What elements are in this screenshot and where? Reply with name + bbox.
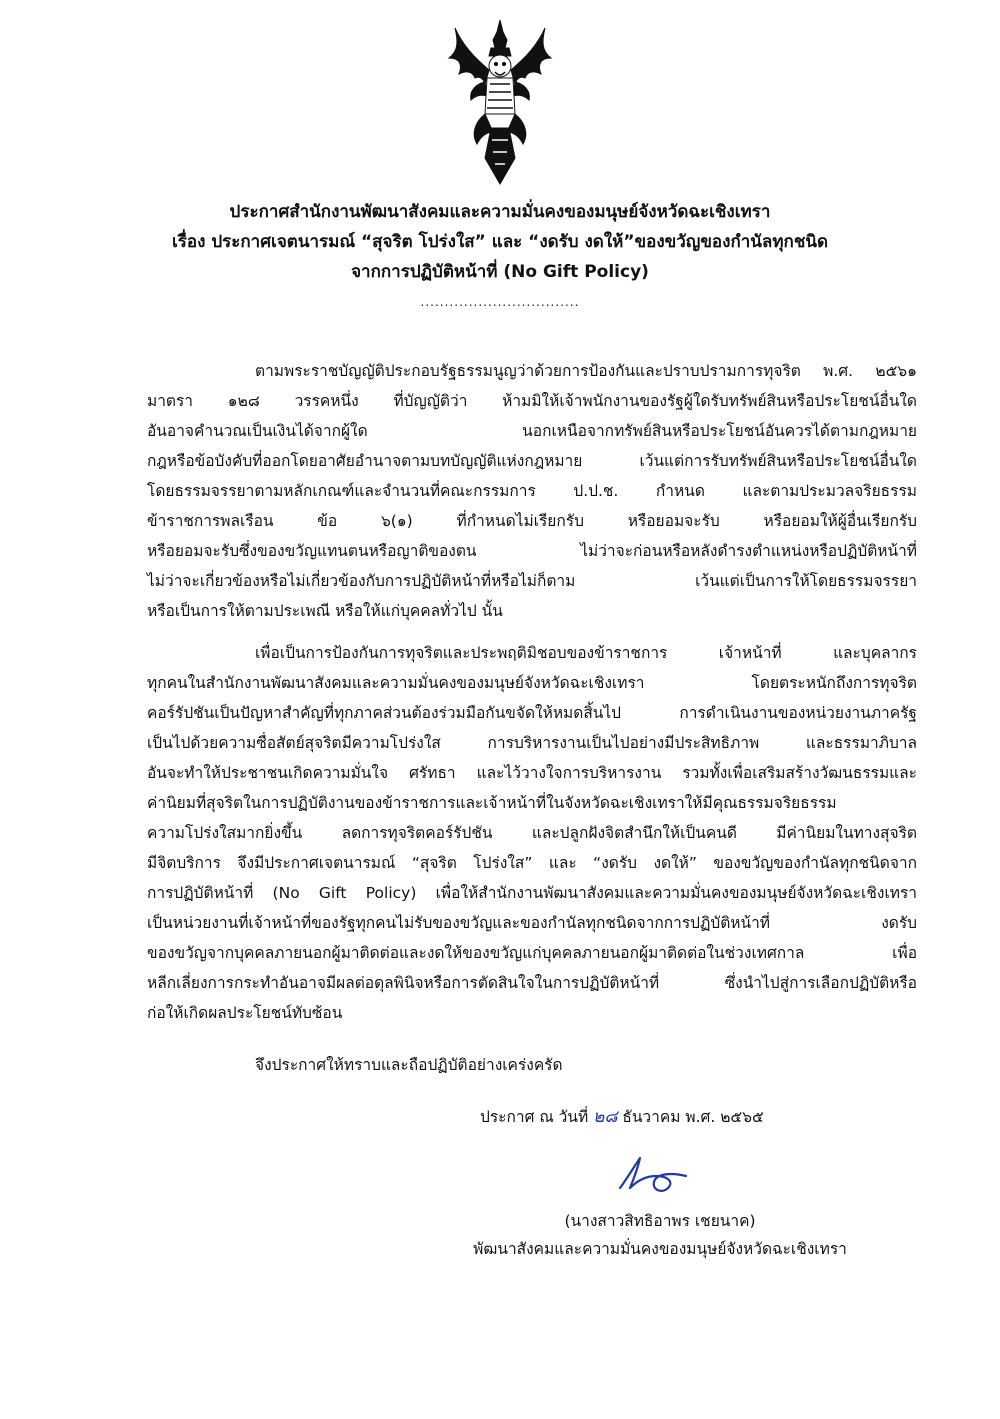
heading-line-1: ประกาศสำนักงานพัฒนาสังคมและความมั่นคงของมนุษย์จังหวัดฉะเชิงเทรา — [229, 202, 771, 222]
paragraph-2 — [147, 638, 917, 1028]
paragraph-2-line: ค่านิยมที่สุจริตในการปฏิบัติงานของข้าราชการและเจ้าหน้าที่ในจังหวัดฉะเชิงเทราให้มีคุณธรรมจริยธรรม — [147, 794, 837, 812]
date-day-handwritten: ๒๘ — [593, 1107, 618, 1127]
paragraph-2-line: ของขวัญจากบุคคลภายนอกผู้มาติดต่อและงดให้ของขวัญแก่บุคคลภายนอกผู้มาติดต่อในช่วงเทศกาล เพื่อ — [147, 944, 917, 962]
date-suffix: ธันวาคม พ.ศ. ๒๕๖๕ — [622, 1108, 764, 1126]
date-prefix: ประกาศ ณ วันที่ — [480, 1108, 589, 1126]
heading-separator: ................................. — [420, 295, 580, 309]
closing-statement: จึงประกาศให้ทราบและถือปฏิบัติอย่างเคร่งครัด — [255, 1056, 563, 1074]
paragraph-1-line: ตามพระราชบัญญัติประกอบรัฐธรรมนูญว่าด้วยการป้องกันและปราบปรามการทุจริต พ.ศ. ๒๕๖๑ — [255, 362, 917, 380]
signer-title: พัฒนาสังคมและความมั่นคงของมนุษย์จังหวัดฉะเชิงเทรา — [473, 1240, 847, 1258]
paragraph-1-line: ไม่ว่าจะเกี่ยวข้องหรือไม่เกี่ยวข้องกับการปฏิบัติหน้าที่หรือไม่ก็ตาม เว้นแต่เป็นการให้โดยธรรมจรรยา — [147, 572, 917, 590]
paragraph-2-line: ก่อให้เกิดผลประโยชน์ทับซ้อน — [147, 1004, 343, 1022]
announcement-date — [480, 1102, 764, 1132]
paragraph-2-line: อันจะทำให้ประชาชนเกิดความมั่นใจ ศรัทธา และไว้วางใจการบริหารงาน รวมทั้งเพื่อเสริมสร้างวัฒนธรรมและ — [147, 764, 917, 782]
paragraph-2-line: เพื่อเป็นการป้องกันการทุจริตและประพฤติมิชอบของข้าราชการ เจ้าหน้าที่ และบุคลากร — [255, 644, 917, 662]
paragraph-2-line: คอร์รัปชันเป็นปัญหาสำคัญที่ทุกภาคส่วนต้องร่วมมือกันขจัดให้หมดสิ้นไป การดำเนินงานของหน่วยงานภาครัฐ — [147, 704, 917, 722]
paragraph-1-line: โดยธรรมจรรยาตามหลักเกณฑ์และจำนวนที่คณะกรรมการ ป.ป.ช. กำหนด และตามประมวลจริยธรรม — [147, 482, 917, 500]
paragraph-1 — [147, 356, 917, 626]
handwritten-signature-icon — [612, 1150, 692, 1198]
paragraph-2-line: ความโปร่งใสมากยิ่งขึ้น ลดการทุจริตคอร์รัปชัน และปลูกฝังจิตสำนึกให้เป็นคนดี มีค่านิยมในทางสุจริต — [147, 824, 917, 842]
paragraph-1-line: มาตรา ๑๒๘ วรรคหนึ่ง ที่บัญญัติว่า ห้ามมิให้เจ้าพนักงานของรัฐผู้ใดรับทรัพย์สินหรือประโยชน์อื่นใด — [147, 392, 917, 410]
paragraph-2-line: มีจิตบริการ จึงมีประกาศเจตนารมณ์ “สุจริต โปร่งใส” และ “งดรับ งดให้” ของขวัญของกำนัลทุกชนิดจาก — [147, 854, 917, 872]
paragraph-2-line: หลีกเลี่ยงการกระทำอันอาจมีผลต่อดุลพินิจหรือการตัดสินใจในการปฏิบัติหน้าที่ ซึ่งนำไปสู่การเลือกปฏิบัติหรือ — [147, 974, 917, 992]
paragraph-2-line: การปฏิบัติหน้าที่ (No Gift Policy) เพื่อให้สำนักงานพัฒนาสังคมและความมั่นคงของมนุษย์จังหวัดฉะเชิงเทรา — [147, 884, 917, 902]
garuda-emblem-icon — [445, 18, 555, 186]
paragraph-2-line: เป็นไปด้วยความซื่อสัตย์สุจริตมีความโปร่งใส การบริหารงานเป็นไปอย่างมีประสิทธิภาพ และธรรมาภิบาล — [147, 734, 917, 752]
paragraph-1-line: ข้าราชการพลเรือน ข้อ ๖(๑) ที่กำหนดไม่เรียกรับ หรือยอมจะรับ หรือยอมให้ผู้อื่นเรียกรับ — [147, 512, 917, 530]
paragraph-1-line: กฎหรือข้อบังคับที่ออกโดยอาศัยอำนาจตามบทบัญญัติแห่งกฎหมาย เว้นแต่การรับทรัพย์สินหรือประโยชน์อื่นใด — [147, 452, 917, 470]
paragraph-2-line: ทุกคนในสำนักงานพัฒนาสังคมและความมั่นคงของมนุษย์จังหวัดฉะเชิงเทรา โดยตระหนักถึงการทุจริต — [147, 674, 917, 692]
heading-line-3: จากการปฏิบัติหน้าที่ (No Gift Policy) — [351, 262, 649, 282]
paragraph-1-line: อันอาจคำนวณเป็นเงินได้จากผู้ใด นอกเหนือจากทรัพย์สินหรือประโยชน์อันควรได้ตามกฎหมาย — [147, 422, 917, 440]
paragraph-1-line: หรือเป็นการให้ตามประเพณี หรือให้แก่บุคคลทั่วไป นั้น — [147, 602, 503, 620]
signer-name: (นางสาวสิทธิอาพร เชยนาค) — [564, 1212, 756, 1230]
paragraph-2-line: เป็นหน่วยงานที่เจ้าหน้าที่ของรัฐทุกคนไม่รับของขวัญและของกำนัลทุกชนิดจากการปฏิบัติหน้าที่ งดรับ — [147, 914, 917, 932]
heading-line-2: เรื่อง ประกาศเจตนารมณ์ “สุจริต โปร่งใส” และ “งดรับ งดให้”ของขวัญของกำนัลทุกชนิด — [171, 232, 829, 252]
paragraph-1-line: หรือยอมจะรับซึ่งของขวัญแทนตนหรือญาติของตน ไม่ว่าจะก่อนหรือหลังดำรงตำแหน่งหรือปฏิบัติหน้าที่ — [147, 542, 917, 560]
